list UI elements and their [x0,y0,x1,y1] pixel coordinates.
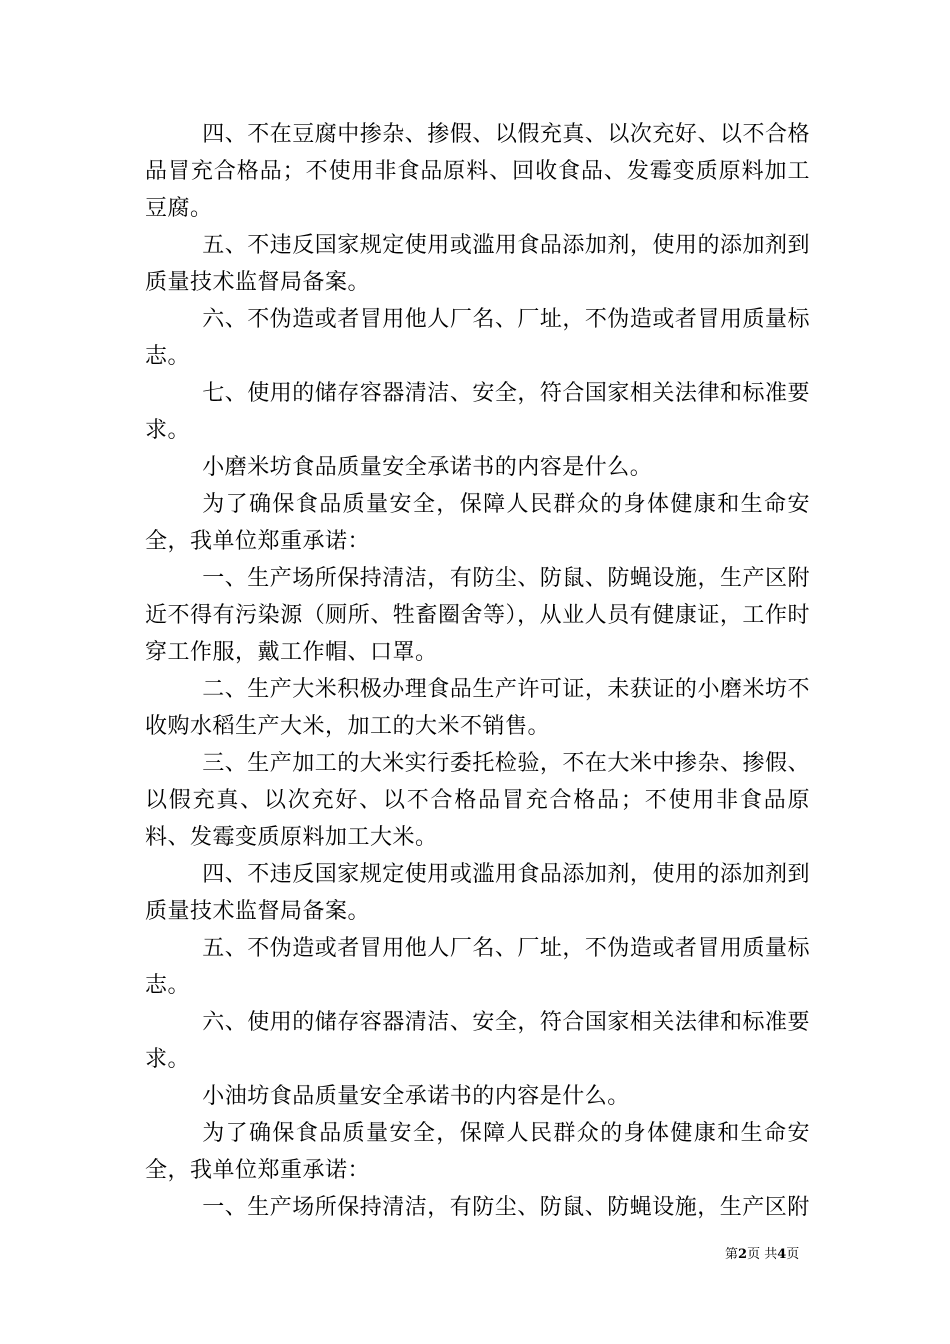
page-number [725,1246,799,1264]
paragraph: 四、不违反国家规定使用或滥用食品添加剂，使用的添加剂到质量技术监督局备案。 [145,862,810,924]
paragraph: 一、生产场所保持清洁，有防尘、防鼠、防蝇设施，生产区附 [202,1195,810,1220]
paragraph: 五、不伪造或者冒用他人厂名、厂址，不伪造或者冒用质量标志。 [145,936,810,998]
paragraph: 四、不在豆腐中掺杂、掺假、以假充真、以次充好、以不合格品冒充合格品；不使用非食品原料、回收食品、发霉变质原料加工豆腐。 [145,122,810,221]
paragraph: 为了确保食品质量安全，保障人民群众的身体健康和生命安全，我单位郑重承诺： [145,492,810,554]
paragraph: 六、使用的储存容器清洁、安全，符合国家相关法律和标准要求。 [145,1010,810,1072]
section-heading: 小油坊食品质量安全承诺书的内容是什么。 [202,1084,630,1109]
page-suffix: 页 [786,1247,800,1262]
page-prefix: 第 [725,1247,739,1262]
paragraph: 为了确保食品质量安全，保障人民群众的身体健康和生命安全，我单位郑重承诺： [145,1121,810,1183]
paragraph: 一、生产场所保持清洁，有防尘、防鼠、防蝇设施，生产区附近不得有污染源（厕所、牲畜圈舍等），从业人员有健康证，工作时穿工作服，戴工作帽、口罩。 [145,566,810,665]
paragraph: 二、生产大米积极办理食品生产许可证，未获证的小磨米坊不收购水稻生产大米，加工的大米不销售。 [145,677,810,739]
document-body [145,116,810,1226]
paragraph: 三、生产加工的大米实行委托检验，不在大米中掺杂、掺假、以假充真、以次充好、以不合格品冒充合格品；不使用非食品原料、发霉变质原料加工大米。 [145,751,810,850]
paragraph: 五、不违反国家规定使用或滥用食品添加剂，使用的添加剂到质量技术监督局备案。 [145,233,810,295]
paragraph: 七、使用的储存容器清洁、安全，符合国家相关法律和标准要求。 [145,381,810,443]
page-middle: 页 共 [747,1247,778,1262]
paragraph: 六、不伪造或者冒用他人厂名、厂址，不伪造或者冒用质量标志。 [145,307,810,369]
total-pages-number: 4 [777,1247,787,1262]
section-heading: 小磨米坊食品质量安全承诺书的内容是什么。 [202,455,653,480]
current-page-number: 2 [738,1247,748,1262]
